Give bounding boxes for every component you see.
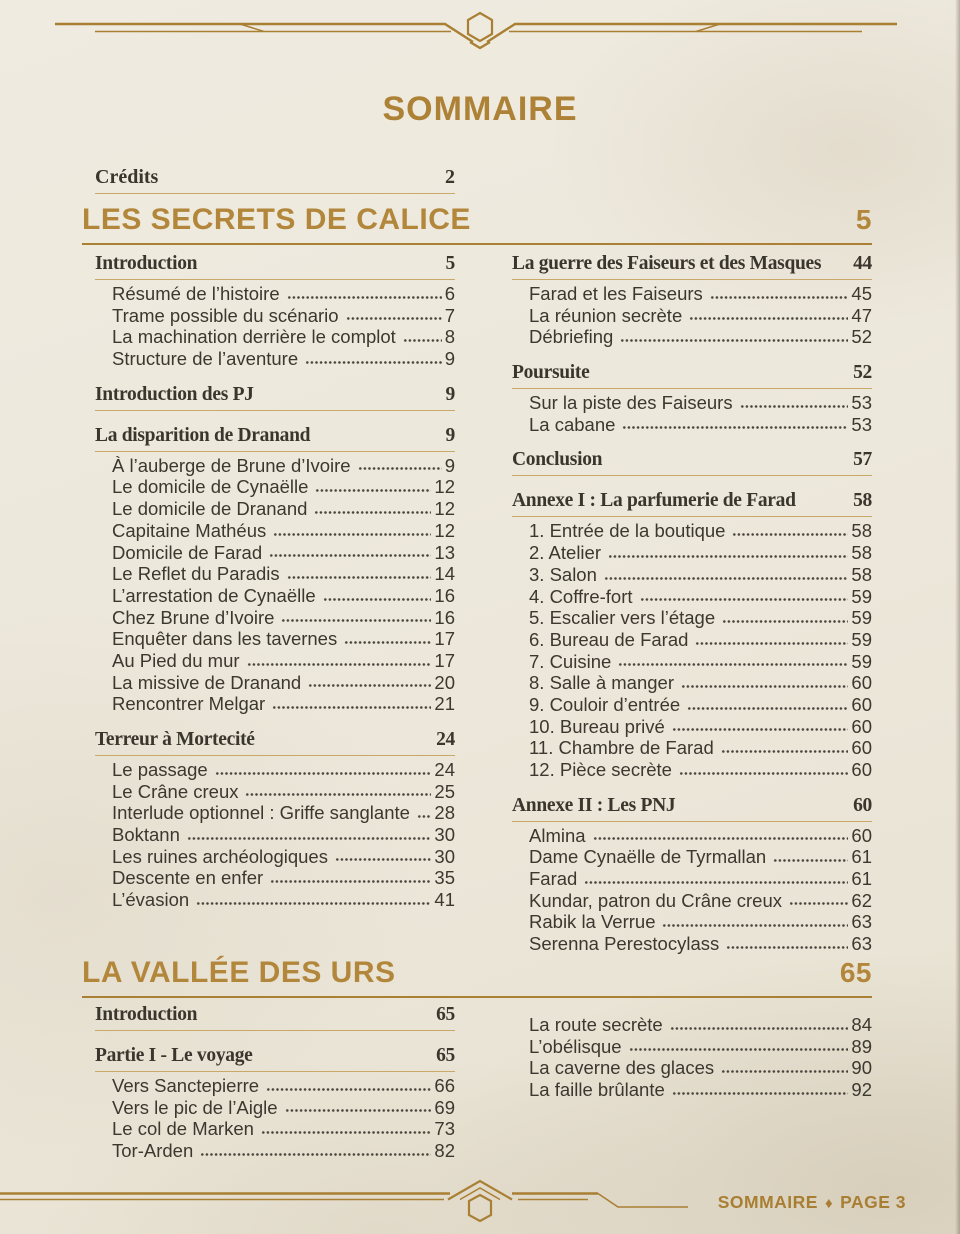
dot-leader [272,693,431,715]
part-title: LA VALLÉE DES URS [82,956,396,989]
entry-page-number: 60 [851,715,872,737]
section-page-number: 52 [853,362,872,384]
dot-leader [672,716,849,738]
footer-section-label: SOMMAIRE [717,1192,818,1212]
dot-leader [344,628,431,650]
toc-entry [95,476,455,498]
dot-leader [266,1075,431,1097]
dot-leader [618,651,848,673]
entry-label: Trame possible du scénario [112,304,339,326]
toc-entry [95,693,455,715]
section-heading-row [512,361,872,389]
entry-label: Le passage [112,759,208,780]
entry-label: Au Pied du mur [112,649,240,671]
dot-leader [346,305,442,327]
part-heading [82,956,872,998]
section-heading-row [512,489,872,517]
entry-page-number: 12 [434,498,455,520]
entry-label: 6. Bureau de Farad [529,628,689,650]
entry-label: Structure de l’aventure [112,348,299,370]
dot-leader [695,629,848,651]
section-page-number: 60 [853,794,872,816]
entry-label: Domicile de Farad [112,541,263,563]
dot-leader [622,414,848,436]
entry-page-number: 12 [434,519,455,541]
entry-page-number: 9 [444,348,455,370]
dot-leader [335,846,431,868]
section-heading: La disparition de Dranand [95,424,311,446]
toc-section [95,424,455,715]
dot-leader [722,607,848,629]
entry-label: Boktann [112,824,180,846]
page-title: SOMMAIRE [382,90,578,128]
entry-label: Rabik la Verrue [529,911,656,933]
toc-entry [512,326,872,348]
toc-column [95,1003,455,1162]
entry-page-number: 17 [434,649,455,671]
dot-leader [721,737,849,759]
dot-leader [604,564,849,586]
entry-page-number: 12 [434,476,455,498]
entry-page-number: 60 [851,824,872,846]
toc-section [512,489,872,780]
toc-entry [95,628,455,650]
dot-leader [670,1014,849,1036]
toc-entry [95,1075,455,1097]
toc-entry [95,867,455,889]
entry-page-number: 20 [434,671,455,693]
toc-entry [95,585,455,607]
dot-leader [270,867,431,889]
footer-page-indicator [718,1192,906,1213]
toc-section [512,252,872,348]
dot-leader [726,933,848,955]
entry-page-number: 53 [851,392,872,414]
entry-page-number: 63 [851,933,872,955]
toc-entry [95,759,455,781]
dot-leader [629,1036,849,1058]
toc-entry [95,824,455,846]
section-page-number: 65 [436,1045,455,1066]
section-page-number: 9 [445,383,455,405]
entry-list [95,280,455,370]
dot-leader [593,825,849,847]
entry-label: Interlude optionnel : Griffe sanglante [112,802,410,824]
toc-entry [512,825,872,847]
entry-page-number: 13 [434,541,455,563]
dot-leader [261,1118,432,1140]
section-heading-row [512,252,872,280]
dot-leader [789,890,848,912]
section-heading-row [95,383,455,411]
dot-leader [245,781,431,803]
entry-label: Le Reflet du Paradis [112,563,280,585]
entry-label: Farad et les Faiseurs [529,283,703,304]
toc-entry [95,846,455,868]
entry-label: Almina [529,824,586,846]
entry-page-number: 60 [851,737,872,759]
entry-page-number: 59 [851,650,872,672]
toc-section [95,252,455,370]
part-heading [82,203,872,245]
toc-entry [95,326,455,348]
entry-label: L’obélisque [529,1035,622,1057]
entry-page-number: 21 [434,693,455,715]
toc-entry [95,650,455,672]
toc-section [512,794,872,955]
section-page-number: 65 [436,1004,455,1025]
entry-list [512,822,872,955]
dot-leader [305,348,442,370]
entry-label: La faille brûlante [529,1079,665,1101]
dot-leader [584,868,848,890]
entry-label: Sur la piste des Faiseurs [529,392,733,414]
entry-label: Rencontrer Melgar [112,693,266,715]
toc-column [512,252,872,955]
entry-label: 9. Couloir d’entrée [529,693,681,715]
section-heading-row [512,448,872,476]
section-page-number: 58 [853,490,872,512]
entry-label: Résumé de l’histoire [112,283,280,304]
toc-section [512,1003,872,1101]
entry-page-number: 24 [434,759,455,780]
toc-entry [512,716,872,738]
dot-leader [640,586,849,608]
toc-entry [512,911,872,933]
entry-label: Serenna Perestocylass [529,933,720,955]
toc-entry [95,348,455,370]
toc-entry [95,455,455,477]
entry-page-number: 7 [444,304,455,326]
entry-page-number: 66 [434,1075,455,1096]
dot-leader [417,802,432,824]
toc-entry [512,672,872,694]
entry-label: La cabane [529,413,616,435]
entry-page-number: 52 [851,326,872,348]
entry-page-number: 17 [434,628,455,650]
entry-page-number: 73 [434,1118,455,1140]
section-heading: La guerre des Faiseurs et des Masques [512,253,822,274]
dot-leader [287,283,442,305]
toc-entry [512,542,872,564]
toc-entry [512,586,872,608]
dot-leader [287,563,432,585]
section-heading-row [95,1003,455,1031]
entry-label: Chez Brune d’Ivoire [112,606,275,628]
credits-row [95,166,455,194]
credits-label: Crédits [95,166,159,188]
toc-entry [95,305,455,327]
toc-entry [512,1014,872,1036]
entry-label: L’arrestation de Cynaëlle [112,584,316,606]
entry-page-number: 14 [434,563,455,585]
dot-leader [281,607,431,629]
section-heading-row [95,728,455,756]
entry-page-number: 58 [851,563,872,585]
toc-entry [512,737,872,759]
dot-leader [773,846,848,868]
entry-page-number: 63 [851,911,872,933]
toc-entry [95,1140,455,1162]
entry-label: 7. Cuisine [529,650,612,672]
dot-leader [273,520,431,542]
dot-leader [608,542,848,564]
dot-leader [721,1057,848,1079]
section-heading: Annexe II : Les PNJ [512,794,676,816]
part-title: LES SECRETS DE CALICE [82,203,471,236]
entry-page-number: 62 [851,889,872,911]
entry-label: 5. Escalier vers l’étage [529,607,716,629]
toc-entry [95,781,455,803]
section-heading-row [95,252,455,280]
dot-leader [679,759,848,781]
entry-label: 12. Pièce secrète [529,759,672,780]
section-page-number: 5 [445,253,455,274]
toc-entry [512,694,872,716]
dot-leader [672,1079,849,1101]
entry-label: 2. Atelier [529,542,601,564]
dot-leader [200,1140,431,1162]
entry-page-number: 59 [851,585,872,607]
dot-leader [269,542,431,564]
entry-label: La machination derrière le complot [112,326,396,348]
section-heading: Conclusion [512,449,603,471]
entry-page-number: 16 [434,584,455,606]
dot-leader [187,824,432,846]
toc-section [95,728,455,911]
section-heading: Introduction [95,1004,198,1025]
dot-leader [710,283,849,305]
dot-leader [620,326,848,348]
entry-page-number: 9 [444,454,455,476]
toc-entry [95,542,455,564]
toc-section [512,361,872,435]
toc-entry [512,868,872,890]
dot-leader [403,326,442,348]
entry-page-number: 25 [434,780,455,802]
entry-page-number: 16 [434,606,455,628]
toc-entry [512,1057,872,1079]
section-page-number: 57 [853,449,872,471]
dot-leader [315,476,431,498]
entry-list [512,517,872,780]
entry-page-number: 60 [851,759,872,780]
dot-leader [285,1097,432,1119]
section-heading-row [95,1044,455,1072]
toc-column [512,1003,872,1101]
entry-page-number: 59 [851,607,872,629]
toc-entry [95,563,455,585]
entry-label: Le domicile de Dranand [112,498,308,520]
section-heading: Annexe I : La parfumerie de Farad [512,490,796,512]
entry-label: 4. Coffre-fort [529,585,633,607]
entry-page-number: 69 [434,1096,455,1118]
entry-label: Dame Cynaëlle de Tyrmallan [529,846,767,868]
dot-leader [732,520,848,542]
toc-entry [512,607,872,629]
entry-page-number: 30 [434,845,455,867]
entry-label: À l’auberge de Brune d’Ivoire [112,454,351,476]
entry-label: Tor-Arden [112,1140,194,1162]
entry-page-number: 6 [444,283,455,304]
section-heading-row [95,424,455,452]
toc-entry [512,520,872,542]
dot-leader [196,889,431,911]
toc-entry [512,651,872,673]
entry-label: Enquêter dans les tavernes [112,628,338,650]
entry-label: Farad [529,868,578,890]
toc-entry [95,607,455,629]
entry-page-number: 45 [851,283,872,304]
dot-leader [308,672,431,694]
entry-label: Débriefing [529,326,614,348]
toc-entry [95,498,455,520]
part-page-number: 65 [839,957,872,988]
toc-entry [95,1118,455,1140]
section-heading: Partie I - Le voyage [95,1045,253,1066]
entry-page-number: 89 [851,1035,872,1057]
entry-label: Vers le pic de l’Aigle [112,1096,278,1118]
toc-entry [512,933,872,955]
entry-list [95,1072,455,1162]
entry-label: Les ruines archéologiques [112,845,328,867]
toc-entry [512,305,872,327]
toc-entry [95,889,455,911]
entry-label: Vers Sanctepierre [112,1075,260,1096]
toc-entry [95,283,455,305]
toc-entry [512,890,872,912]
credits-page-number: 2 [445,166,455,188]
toc-entry [512,846,872,868]
entry-page-number: 41 [434,889,455,911]
entry-page-number: 47 [851,304,872,326]
entry-page-number: 58 [851,520,872,542]
entry-page-number: 82 [434,1140,455,1162]
entry-label: Le domicile de Cynaëlle [112,476,309,498]
dot-leader [681,672,848,694]
entry-label: La caverne des glaces [529,1057,715,1079]
toc-section [95,1003,455,1031]
dot-leader [314,498,431,520]
entry-page-number: 92 [851,1079,872,1101]
section-heading: Introduction des PJ [95,383,254,405]
entry-page-number: 30 [434,824,455,846]
entry-list [512,1011,872,1101]
entry-label: Descente en enfer [112,867,264,889]
entry-page-number: 35 [434,867,455,889]
entry-label: Le col de Marken [112,1118,254,1140]
dot-leader [740,392,849,414]
entry-page-number: 58 [851,542,872,564]
entry-page-number: 59 [851,628,872,650]
entry-list [95,756,455,911]
entry-page-number: 61 [851,868,872,890]
toc-section [95,383,455,411]
dot-leader [689,305,848,327]
entry-label: La réunion secrète [529,304,683,326]
entry-label: 8. Salle à manger [529,672,675,694]
diamond-separator-icon: ♦ [824,1195,834,1212]
entry-page-number: 60 [851,672,872,694]
dot-leader [323,585,432,607]
dot-leader [662,911,848,933]
section-heading: Poursuite [512,362,590,384]
section-heading-row [512,794,872,822]
toc-entry [512,392,872,414]
toc-entry [95,672,455,694]
entry-label: L’évasion [112,889,190,911]
toc-section [512,448,872,476]
entry-page-number: 28 [434,802,455,824]
entry-page-number: 90 [851,1057,872,1079]
dot-leader [687,694,848,716]
entry-label: 10. Bureau privé [529,715,665,737]
toc-entry [95,1097,455,1119]
toc-entry [512,629,872,651]
section-heading: Terreur à Mortecité [95,729,255,750]
entry-page-number: 84 [851,1014,872,1035]
toc-entry [95,802,455,824]
section-page-number: 24 [436,729,455,750]
section-page-number: 44 [853,253,872,274]
toc-entry [512,414,872,436]
toc-section [95,1044,455,1162]
footer-page-label: PAGE 3 [840,1192,906,1212]
toc-entry [512,759,872,781]
section-heading: Introduction [95,253,198,274]
entry-page-number: 8 [444,326,455,348]
entry-page-number: 53 [851,413,872,435]
toc-entry [512,564,872,586]
toc-entry [512,1079,872,1101]
dot-leader [358,455,442,477]
entry-list [512,280,872,348]
entry-label: Capitaine Mathéus [112,519,267,541]
entry-label: La missive de Dranand [112,671,302,693]
entry-label: 3. Salon [529,563,597,585]
entry-list [512,389,872,435]
entry-page-number: 61 [851,846,872,868]
entry-page-number: 60 [851,693,872,715]
toc-entry [512,283,872,305]
entry-label: Kundar, patron du Crâne creux [529,889,782,911]
top-divider-ornament [0,0,960,60]
entry-label: 1. Entrée de la boutique [529,520,726,542]
dot-leader [247,650,432,672]
entry-list [95,452,455,715]
dot-leader [215,759,432,781]
toc-column [95,252,455,911]
toc-entry [95,520,455,542]
section-page-number: 9 [445,424,455,446]
entry-label: La route secrète [529,1014,663,1035]
part-page-number: 5 [855,204,872,235]
entry-label: 11. Chambre de Farad [529,737,714,759]
toc-entry [512,1036,872,1058]
entry-label: Le Crâne creux [112,780,239,802]
